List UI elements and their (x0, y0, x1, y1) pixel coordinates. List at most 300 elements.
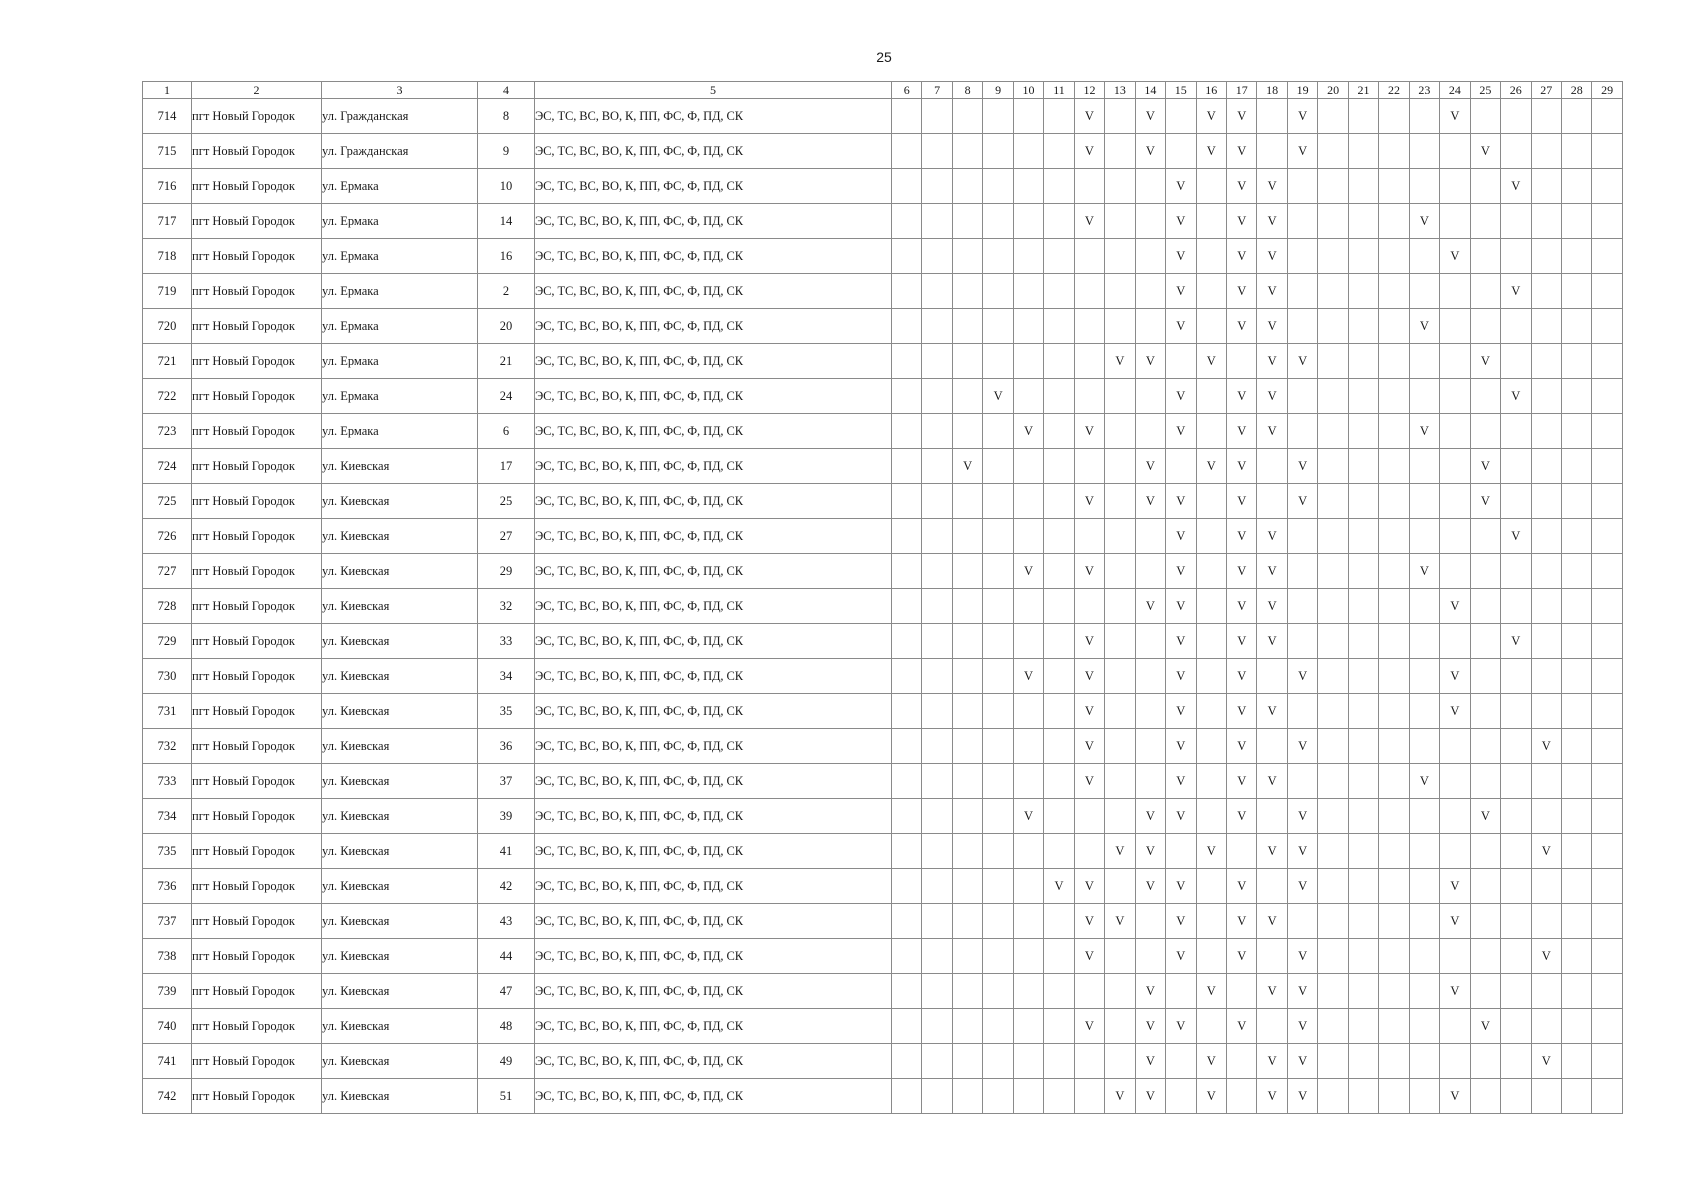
check-mark-col-19: V (1287, 484, 1317, 519)
mark-cell-col-8 (952, 904, 982, 939)
mark-cell-col-27 (1531, 449, 1561, 484)
check-mark-col-12: V (1074, 414, 1104, 449)
table-row (143, 519, 1623, 554)
check-mark-col-12: V (1074, 624, 1104, 659)
column-header-21: 21 (1348, 82, 1378, 99)
mark-cell-col-29 (1592, 764, 1622, 799)
mark-cell-col-29 (1592, 1044, 1622, 1079)
mark-cell-col-11 (1044, 134, 1074, 169)
mark-cell-col-24 (1440, 834, 1470, 869)
services-cell: ЭС, ТС, ВС, ВО, К, ПП, ФС, Ф, ПД, СК (535, 519, 892, 554)
check-mark-col-16: V (1196, 134, 1226, 169)
check-mark-col-12: V (1074, 694, 1104, 729)
mark-cell-col-24 (1440, 624, 1470, 659)
check-mark-col-15: V (1166, 309, 1196, 344)
mark-cell-col-23 (1409, 904, 1439, 939)
column-header-18: 18 (1257, 82, 1287, 99)
mark-cell-col-21 (1348, 379, 1378, 414)
mark-cell-col-12 (1074, 379, 1104, 414)
mark-cell-col-11 (1044, 414, 1074, 449)
services-cell: ЭС, ТС, ВС, ВО, К, ПП, ФС, Ф, ПД, СК (535, 449, 892, 484)
mark-cell-col-18 (1257, 134, 1287, 169)
locality-cell: пгт Новый Городок (192, 99, 322, 134)
row-number: 729 (143, 624, 192, 659)
column-header-29: 29 (1592, 82, 1622, 99)
mark-cell-col-27 (1531, 589, 1561, 624)
check-mark-col-14: V (1135, 134, 1165, 169)
locality-cell: пгт Новый Городок (192, 869, 322, 904)
mark-cell-col-22 (1379, 1079, 1409, 1114)
check-mark-col-12: V (1074, 869, 1104, 904)
mark-cell-col-18 (1257, 659, 1287, 694)
mark-cell-col-9 (983, 1079, 1013, 1114)
check-mark-col-17: V (1226, 589, 1256, 624)
table-row (143, 414, 1623, 449)
mark-cell-col-10 (1013, 1009, 1043, 1044)
table-row (143, 449, 1623, 484)
mark-cell-col-21 (1348, 974, 1378, 1009)
mark-cell-col-21 (1348, 519, 1378, 554)
locality-cell: пгт Новый Городок (192, 1044, 322, 1079)
mark-cell-col-16 (1196, 379, 1226, 414)
mark-cell-col-7 (922, 379, 952, 414)
services-cell: ЭС, ТС, ВС, ВО, К, ПП, ФС, Ф, ПД, СК (535, 764, 892, 799)
column-header-23: 23 (1409, 82, 1439, 99)
mark-cell-col-22 (1379, 729, 1409, 764)
check-mark-col-23: V (1409, 554, 1439, 589)
check-mark-col-19: V (1287, 659, 1317, 694)
mark-cell-col-22 (1379, 169, 1409, 204)
check-mark-col-18: V (1257, 974, 1287, 1009)
mark-cell-col-23 (1409, 239, 1439, 274)
mark-cell-col-22 (1379, 344, 1409, 379)
mark-cell-col-11 (1044, 659, 1074, 694)
services-cell: ЭС, ТС, ВС, ВО, К, ПП, ФС, Ф, ПД, СК (535, 939, 892, 974)
row-number: 735 (143, 834, 192, 869)
mark-cell-col-9 (983, 414, 1013, 449)
mark-cell-col-28 (1561, 834, 1591, 869)
mark-cell-col-25 (1470, 554, 1500, 589)
mark-cell-col-24 (1440, 169, 1470, 204)
mark-cell-col-6 (892, 309, 922, 344)
mark-cell-col-19 (1287, 519, 1317, 554)
street-cell: ул. Киевская (322, 764, 478, 799)
mark-cell-col-6 (892, 799, 922, 834)
check-mark-col-26: V (1501, 379, 1531, 414)
mark-cell-col-6 (892, 484, 922, 519)
mark-cell-col-28 (1561, 694, 1591, 729)
mark-cell-col-7 (922, 484, 952, 519)
column-header-8: 8 (952, 82, 982, 99)
check-mark-col-15: V (1166, 239, 1196, 274)
mark-cell-col-29 (1592, 939, 1622, 974)
mark-cell-col-22 (1379, 834, 1409, 869)
services-cell: ЭС, ТС, ВС, ВО, К, ПП, ФС, Ф, ПД, СК (535, 379, 892, 414)
check-mark-col-10: V (1013, 554, 1043, 589)
mark-cell-col-25 (1470, 764, 1500, 799)
services-cell: ЭС, ТС, ВС, ВО, К, ПП, ФС, Ф, ПД, СК (535, 484, 892, 519)
mark-cell-col-16 (1196, 274, 1226, 309)
mark-cell-col-15 (1166, 1079, 1196, 1114)
check-mark-col-14: V (1135, 799, 1165, 834)
column-header-27: 27 (1531, 82, 1561, 99)
mark-cell-col-18 (1257, 1009, 1287, 1044)
mark-cell-col-10 (1013, 379, 1043, 414)
mark-cell-col-16 (1196, 764, 1226, 799)
mark-cell-col-9 (983, 99, 1013, 134)
street-cell: ул. Киевская (322, 484, 478, 519)
check-mark-col-19: V (1287, 799, 1317, 834)
mark-cell-col-16 (1196, 869, 1226, 904)
check-mark-col-19: V (1287, 99, 1317, 134)
mark-cell-col-23 (1409, 379, 1439, 414)
mark-cell-col-7 (922, 764, 952, 799)
check-mark-col-19: V (1287, 869, 1317, 904)
mark-cell-col-16 (1196, 309, 1226, 344)
row-number: 722 (143, 379, 192, 414)
mark-cell-col-22 (1379, 379, 1409, 414)
mark-cell-col-7 (922, 1044, 952, 1079)
mark-cell-col-13 (1105, 694, 1135, 729)
mark-cell-col-19 (1287, 589, 1317, 624)
mark-cell-col-7 (922, 939, 952, 974)
locality-cell: пгт Новый Городок (192, 344, 322, 379)
mark-cell-col-16 (1196, 624, 1226, 659)
street-cell: ул. Киевская (322, 449, 478, 484)
mark-cell-col-8 (952, 589, 982, 624)
services-cell: ЭС, ТС, ВС, ВО, К, ПП, ФС, Ф, ПД, СК (535, 1044, 892, 1079)
check-mark-col-17: V (1226, 869, 1256, 904)
services-cell: ЭС, ТС, ВС, ВО, К, ПП, ФС, Ф, ПД, СК (535, 694, 892, 729)
table-row (143, 309, 1623, 344)
mark-cell-col-6 (892, 204, 922, 239)
mark-cell-col-26 (1501, 764, 1531, 799)
mark-cell-col-24 (1440, 379, 1470, 414)
mark-cell-col-9 (983, 799, 1013, 834)
mark-cell-col-23 (1409, 729, 1439, 764)
mark-cell-col-11 (1044, 624, 1074, 659)
row-number: 715 (143, 134, 192, 169)
mark-cell-col-21 (1348, 834, 1378, 869)
check-mark-col-17: V (1226, 449, 1256, 484)
mark-cell-col-28 (1561, 484, 1591, 519)
check-mark-col-15: V (1166, 414, 1196, 449)
check-mark-col-14: V (1135, 99, 1165, 134)
check-mark-col-16: V (1196, 974, 1226, 1009)
mark-cell-col-29 (1592, 449, 1622, 484)
mark-cell-col-21 (1348, 589, 1378, 624)
mark-cell-col-27 (1531, 519, 1561, 554)
street-cell: ул. Киевская (322, 904, 478, 939)
house-number-cell: 39 (478, 799, 535, 834)
check-mark-col-18: V (1257, 274, 1287, 309)
mark-cell-col-8 (952, 134, 982, 169)
mark-cell-col-28 (1561, 274, 1591, 309)
mark-cell-col-9 (983, 904, 1013, 939)
check-mark-col-17: V (1226, 1009, 1256, 1044)
check-mark-col-15: V (1166, 274, 1196, 309)
mark-cell-col-15 (1166, 1044, 1196, 1079)
column-header-19: 19 (1287, 82, 1317, 99)
mark-cell-col-24 (1440, 1044, 1470, 1079)
mark-cell-col-10 (1013, 694, 1043, 729)
check-mark-col-26: V (1501, 274, 1531, 309)
services-cell: ЭС, ТС, ВС, ВО, К, ПП, ФС, Ф, ПД, СК (535, 799, 892, 834)
mark-cell-col-25 (1470, 1044, 1500, 1079)
services-cell: ЭС, ТС, ВС, ВО, К, ПП, ФС, Ф, ПД, СК (535, 169, 892, 204)
mark-cell-col-13 (1105, 204, 1135, 239)
mark-cell-col-8 (952, 379, 982, 414)
row-number: 721 (143, 344, 192, 379)
mark-cell-col-8 (952, 484, 982, 519)
mark-cell-col-25 (1470, 414, 1500, 449)
mark-cell-col-21 (1348, 99, 1378, 134)
mark-cell-col-19 (1287, 274, 1317, 309)
services-cell: ЭС, ТС, ВС, ВО, К, ПП, ФС, Ф, ПД, СК (535, 904, 892, 939)
mark-cell-col-10 (1013, 99, 1043, 134)
mark-cell-col-10 (1013, 764, 1043, 799)
check-mark-col-19: V (1287, 344, 1317, 379)
mark-cell-col-28 (1561, 239, 1591, 274)
services-cell: ЭС, ТС, ВС, ВО, К, ПП, ФС, Ф, ПД, СК (535, 134, 892, 169)
services-cell: ЭС, ТС, ВС, ВО, К, ПП, ФС, Ф, ПД, СК (535, 204, 892, 239)
mark-cell-col-26 (1501, 939, 1531, 974)
mark-cell-col-29 (1592, 974, 1622, 1009)
check-mark-col-15: V (1166, 694, 1196, 729)
mark-cell-col-10 (1013, 344, 1043, 379)
check-mark-col-24: V (1440, 694, 1470, 729)
mark-cell-col-6 (892, 624, 922, 659)
check-mark-col-12: V (1074, 904, 1104, 939)
mark-cell-col-9 (983, 659, 1013, 694)
mark-cell-col-27 (1531, 869, 1561, 904)
mark-cell-col-21 (1348, 414, 1378, 449)
check-mark-col-27: V (1531, 729, 1561, 764)
mark-cell-col-25 (1470, 589, 1500, 624)
mark-cell-col-26 (1501, 729, 1531, 764)
mark-cell-col-14 (1135, 554, 1165, 589)
services-cell: ЭС, ТС, ВС, ВО, К, ПП, ФС, Ф, ПД, СК (535, 589, 892, 624)
check-mark-col-14: V (1135, 589, 1165, 624)
check-mark-col-16: V (1196, 1044, 1226, 1079)
check-mark-col-25: V (1470, 134, 1500, 169)
mark-cell-col-10 (1013, 169, 1043, 204)
mark-cell-col-16 (1196, 204, 1226, 239)
check-mark-col-17: V (1226, 519, 1256, 554)
mark-cell-col-23 (1409, 974, 1439, 1009)
check-mark-col-16: V (1196, 344, 1226, 379)
mark-cell-col-29 (1592, 169, 1622, 204)
mark-cell-col-20 (1318, 99, 1348, 134)
mark-cell-col-23 (1409, 484, 1439, 519)
house-number-cell: 21 (478, 344, 535, 379)
mark-cell-col-6 (892, 134, 922, 169)
mark-cell-col-20 (1318, 764, 1348, 799)
mark-cell-col-7 (922, 169, 952, 204)
mark-cell-col-14 (1135, 764, 1165, 799)
mark-cell-col-29 (1592, 379, 1622, 414)
mark-cell-col-6 (892, 274, 922, 309)
mark-cell-col-8 (952, 869, 982, 904)
check-mark-col-15: V (1166, 169, 1196, 204)
house-number-cell: 29 (478, 554, 535, 589)
check-mark-col-24: V (1440, 589, 1470, 624)
house-number-cell: 47 (478, 974, 535, 1009)
mark-cell-col-27 (1531, 414, 1561, 449)
mark-cell-col-25 (1470, 274, 1500, 309)
mark-cell-col-20 (1318, 834, 1348, 869)
check-mark-col-14: V (1135, 834, 1165, 869)
header-row (143, 82, 1623, 99)
check-mark-col-15: V (1166, 1009, 1196, 1044)
mark-cell-col-6 (892, 449, 922, 484)
mark-cell-col-26 (1501, 799, 1531, 834)
mark-cell-col-20 (1318, 694, 1348, 729)
table-row (143, 1044, 1623, 1079)
check-mark-col-14: V (1135, 869, 1165, 904)
check-mark-col-23: V (1409, 309, 1439, 344)
mark-cell-col-13 (1105, 659, 1135, 694)
check-mark-col-26: V (1501, 624, 1531, 659)
table-row (143, 134, 1623, 169)
address-table (142, 81, 1623, 1114)
mark-cell-col-20 (1318, 1044, 1348, 1079)
row-number: 731 (143, 694, 192, 729)
table-row (143, 799, 1623, 834)
mark-cell-col-12 (1074, 449, 1104, 484)
mark-cell-col-13 (1105, 449, 1135, 484)
mark-cell-col-14 (1135, 169, 1165, 204)
mark-cell-col-9 (983, 764, 1013, 799)
check-mark-col-14: V (1135, 1079, 1165, 1114)
mark-cell-col-6 (892, 1044, 922, 1079)
services-cell: ЭС, ТС, ВС, ВО, К, ПП, ФС, Ф, ПД, СК (535, 414, 892, 449)
check-mark-col-12: V (1074, 729, 1104, 764)
check-mark-col-12: V (1074, 659, 1104, 694)
check-mark-col-12: V (1074, 204, 1104, 239)
mark-cell-col-9 (983, 554, 1013, 589)
mark-cell-col-20 (1318, 239, 1348, 274)
mark-cell-col-24 (1440, 764, 1470, 799)
check-mark-col-11: V (1044, 869, 1074, 904)
mark-cell-col-14 (1135, 519, 1165, 554)
check-mark-col-13: V (1105, 904, 1135, 939)
mark-cell-col-29 (1592, 834, 1622, 869)
mark-cell-col-23 (1409, 834, 1439, 869)
services-cell: ЭС, ТС, ВС, ВО, К, ПП, ФС, Ф, ПД, СК (535, 834, 892, 869)
house-number-cell: 35 (478, 694, 535, 729)
street-cell: ул. Киевская (322, 834, 478, 869)
mark-cell-col-19 (1287, 239, 1317, 274)
mark-cell-col-25 (1470, 519, 1500, 554)
mark-cell-col-27 (1531, 694, 1561, 729)
mark-cell-col-18 (1257, 99, 1287, 134)
house-number-cell: 27 (478, 519, 535, 554)
mark-cell-col-22 (1379, 519, 1409, 554)
column-header-9: 9 (983, 82, 1013, 99)
mark-cell-col-8 (952, 274, 982, 309)
house-number-cell: 10 (478, 169, 535, 204)
row-number: 720 (143, 309, 192, 344)
mark-cell-col-23 (1409, 799, 1439, 834)
column-header-12: 12 (1074, 82, 1104, 99)
check-mark-col-27: V (1531, 939, 1561, 974)
mark-cell-col-16 (1196, 589, 1226, 624)
check-mark-col-23: V (1409, 764, 1439, 799)
mark-cell-col-22 (1379, 869, 1409, 904)
mark-cell-col-11 (1044, 939, 1074, 974)
mark-cell-col-28 (1561, 799, 1591, 834)
mark-cell-col-25 (1470, 659, 1500, 694)
locality-cell: пгт Новый Городок (192, 659, 322, 694)
check-mark-col-17: V (1226, 309, 1256, 344)
mark-cell-col-10 (1013, 1044, 1043, 1079)
check-mark-col-18: V (1257, 169, 1287, 204)
check-mark-col-9: V (983, 379, 1013, 414)
table-row (143, 694, 1623, 729)
street-cell: ул. Ермака (322, 379, 478, 414)
mark-cell-col-10 (1013, 449, 1043, 484)
check-mark-col-17: V (1226, 694, 1256, 729)
street-cell: ул. Ермака (322, 309, 478, 344)
table-row (143, 624, 1623, 659)
mark-cell-col-13 (1105, 484, 1135, 519)
mark-cell-col-7 (922, 344, 952, 379)
check-mark-col-17: V (1226, 554, 1256, 589)
mark-cell-col-22 (1379, 694, 1409, 729)
mark-cell-col-28 (1561, 1044, 1591, 1079)
street-cell: ул. Гражданская (322, 134, 478, 169)
mark-cell-col-20 (1318, 659, 1348, 694)
house-number-cell: 17 (478, 449, 535, 484)
table-row (143, 729, 1623, 764)
mark-cell-col-19 (1287, 379, 1317, 414)
check-mark-col-10: V (1013, 659, 1043, 694)
mark-cell-col-10 (1013, 939, 1043, 974)
mark-cell-col-24 (1440, 449, 1470, 484)
mark-cell-col-28 (1561, 904, 1591, 939)
mark-cell-col-9 (983, 134, 1013, 169)
mark-cell-col-13 (1105, 99, 1135, 134)
mark-cell-col-26 (1501, 239, 1531, 274)
check-mark-col-13: V (1105, 834, 1135, 869)
mark-cell-col-16 (1196, 939, 1226, 974)
check-mark-col-16: V (1196, 834, 1226, 869)
check-mark-col-17: V (1226, 484, 1256, 519)
check-mark-col-14: V (1135, 344, 1165, 379)
mark-cell-col-29 (1592, 729, 1622, 764)
locality-cell: пгт Новый Городок (192, 204, 322, 239)
mark-cell-col-28 (1561, 589, 1591, 624)
mark-cell-col-29 (1592, 1079, 1622, 1114)
row-number: 714 (143, 99, 192, 134)
mark-cell-col-16 (1196, 694, 1226, 729)
mark-cell-col-11 (1044, 1009, 1074, 1044)
column-header-3: 3 (322, 82, 478, 99)
mark-cell-col-13 (1105, 1009, 1135, 1044)
mark-cell-col-23 (1409, 624, 1439, 659)
table-row (143, 589, 1623, 624)
mark-cell-col-16 (1196, 904, 1226, 939)
mark-cell-col-27 (1531, 239, 1561, 274)
mark-cell-col-16 (1196, 239, 1226, 274)
table-row (143, 484, 1623, 519)
mark-cell-col-8 (952, 519, 982, 554)
mark-cell-col-8 (952, 1044, 982, 1079)
mark-cell-col-14 (1135, 904, 1165, 939)
mark-cell-col-17 (1226, 344, 1256, 379)
mark-cell-col-24 (1440, 309, 1470, 344)
